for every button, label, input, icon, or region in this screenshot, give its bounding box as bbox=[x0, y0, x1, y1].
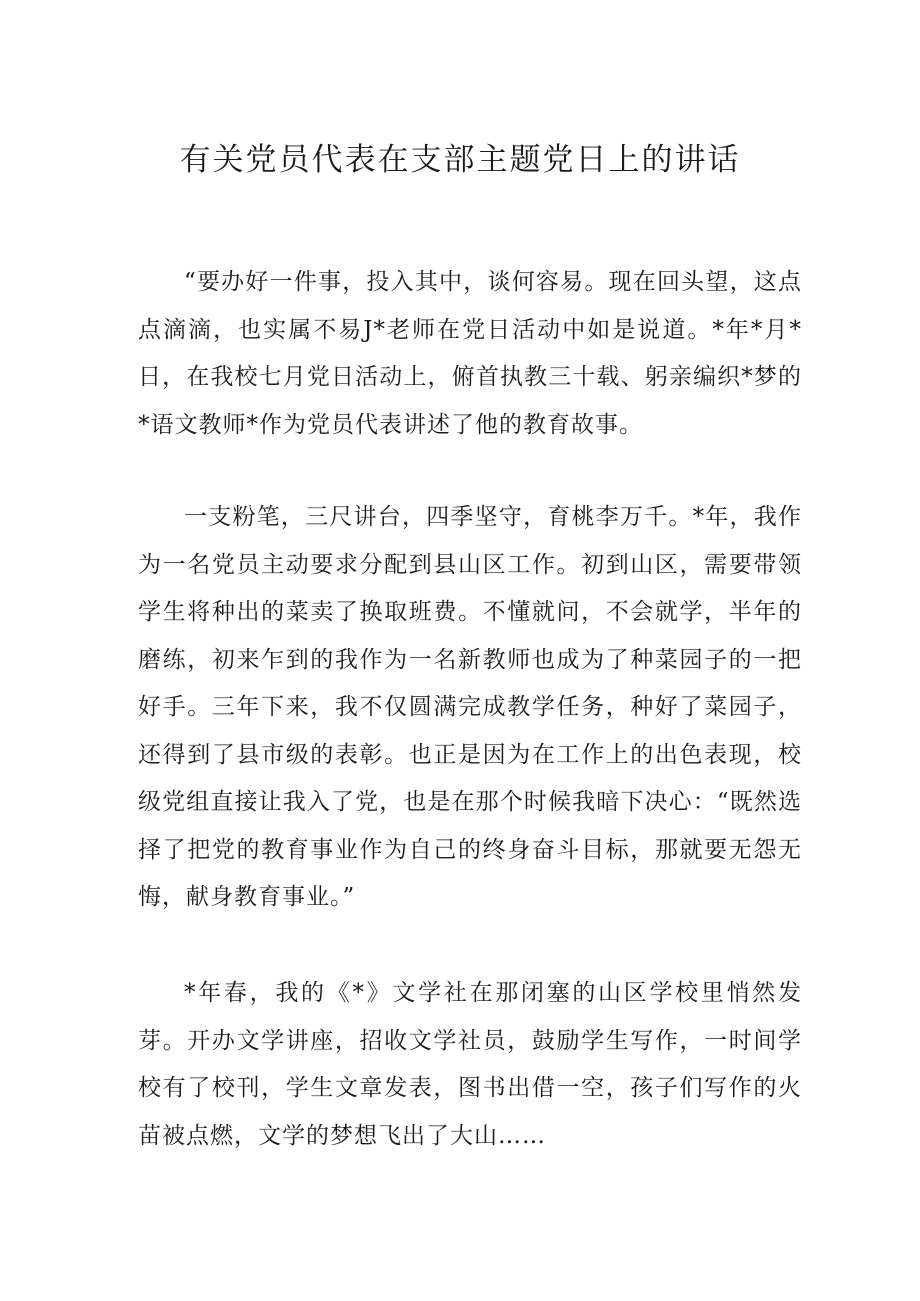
paragraph-1: “要办好一件事，投入其中，谈何容易。现在回头望，这点点滴滴，也实属不易J*老师在党日活动中如是说道。*年*月*日，在我校七月党日活动上，俯首执教三十载、躬亲编织*梦的*语文教师*作为党员代表讲述了他的教育故事。 bbox=[138, 269, 802, 438]
document-title: 有关党员代表在支部主题党日上的讲话 bbox=[179, 142, 741, 178]
paragraph-3: *年春，我的《*》文学社在那闭塞的山区学校里悄然发芽。开办文学讲座，招收文学社员，鼓励学生写作，一时间学校有了校刊，学生文章发表，图书出借一空，孩子们写作的火苗被点燃，文学的梦想飞出了大山…… bbox=[138, 980, 802, 1149]
paragraph-2: 一支粉笔，三尺讲台，四季坚守，育桃李万千。*年，我作为一名党员主动要求分配到县山区工作。初到山区，需要带领学生将种出的菜卖了换取班费。不懂就问，不会就学，半年的磨练，初来乍到的我作为一名新教师也成为了种菜园子的一把好手。三年下来，我不仅圆满完成教学任务，种好了菜园子，还得到了县市级的表彰。也正是因为在工作上的出色表现，校级党组直接让我入了党，也是在那个时候我暗下决心：“既然选择了把党的教育事业作为自己的终身奋斗目标，那就要无怨无悔，献身教育事业。” bbox=[138, 504, 802, 910]
